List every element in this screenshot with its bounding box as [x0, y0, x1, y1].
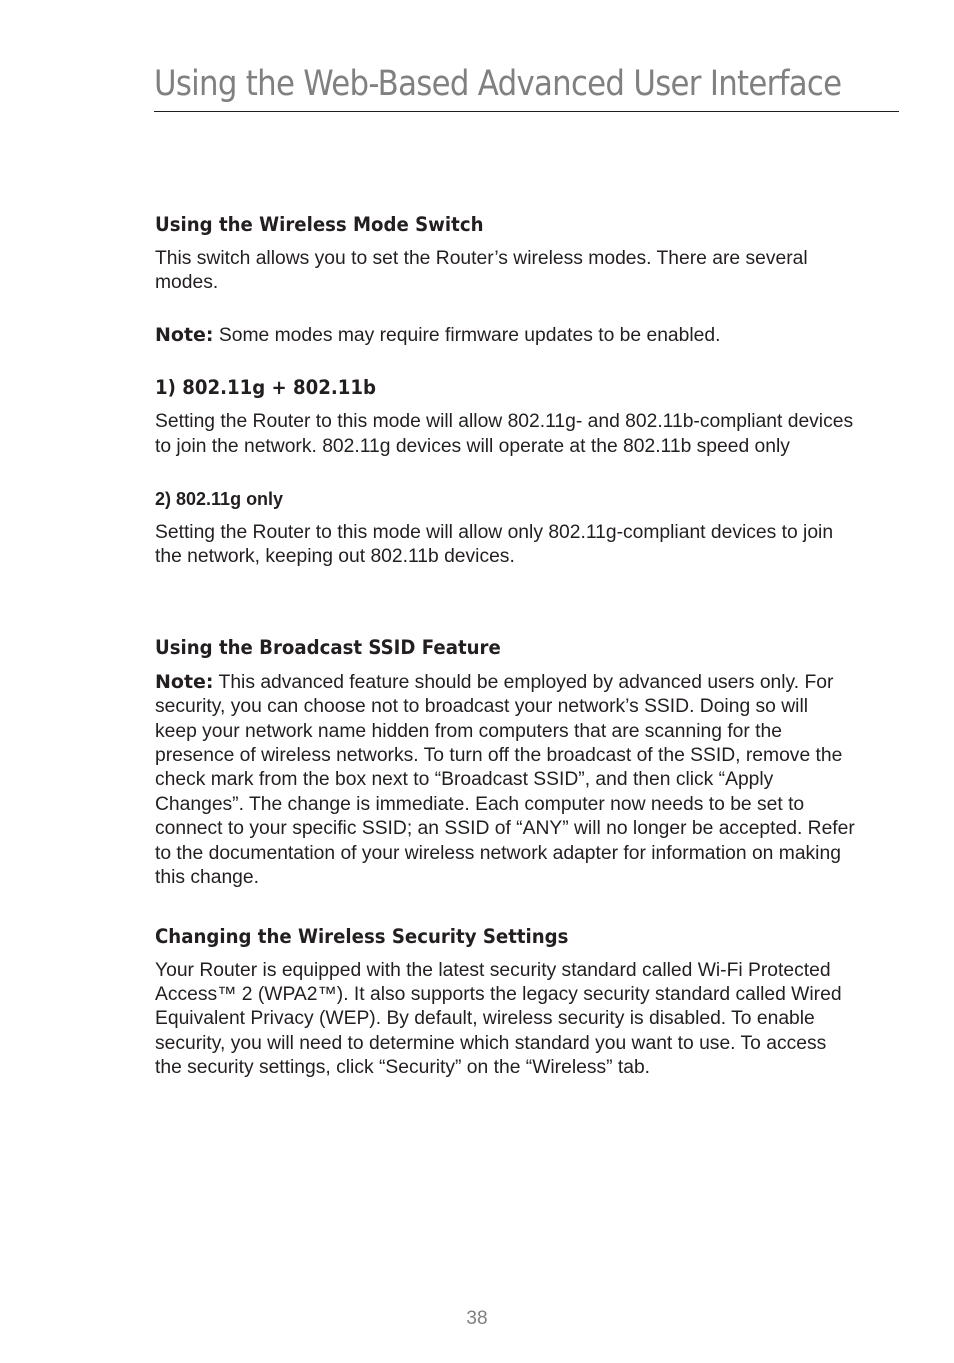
page-header — [154, 62, 899, 106]
security-text: Your Router is equipped with the latest security standard called Wi-Fi Protected Access™ 2 (WPA2™). It also supports the legacy security standard called Wired Equivalent Privacy (WEP). By default, wireless security is disabled. To enable security, you will need to determine which standard you want to use. To access the security settings, click “Security” on the “Wireless” tab. — [155, 959, 842, 1079]
mode1-text: Setting the Router to this mode will allow 802.11g- and 802.11b-compliant devices to join the network. 802.11g devices will operate at the 802.11b speed only — [155, 411, 854, 457]
wireless-mode-note — [155, 323, 855, 348]
wireless-mode-intro: This switch allows you to set the Router’s wireless modes. There are several modes. — [155, 248, 808, 294]
broadcast-ssid-text — [155, 670, 855, 891]
note-text: Some modes may require firmware updates to be enabled. — [213, 324, 721, 346]
wireless-mode-heading: Using the Wireless Mode Switch — [155, 213, 484, 236]
security-heading: Changing the Wireless Security Settings — [155, 924, 569, 948]
note-label: Note: — [155, 323, 214, 346]
page-number: 38 — [466, 1308, 488, 1329]
page-content — [155, 212, 855, 1081]
mode2-text: Setting the Router to this mode will allow only 802.11g-compliant devices to join the network, keeping out 802.11b devices. — [155, 522, 834, 568]
mode1-heading: 1) 802.11g + 802.11b — [155, 376, 376, 400]
note-label: Note: — [155, 670, 214, 693]
broadcast-ssid-heading: Using the Broadcast SSID Feature — [155, 635, 501, 659]
note-text: This advanced feature should be employed by advanced users only. For security, you can choose not to broadcast your network’s SSID. Doing so will keep your network name hidden from computers that are scanning for the presence of wireless networks. To turn off the broadcast of the SSID, remove the check mark from the box next to “Broadcast SSID”, and then click “Apply Changes”. The change is immediate. Each computer now needs to be set to connect to your specific SSID; an SSID of “ANY” will no longer be accepted. Refer to the documentation of your wireless network adapter for information on making this change. — [155, 671, 855, 889]
header-divider — [154, 111, 899, 112]
mode2-heading: 2) 802.11g only — [155, 489, 284, 510]
page-title: Using the Web-Based Advanced User Interface — [154, 64, 842, 104]
